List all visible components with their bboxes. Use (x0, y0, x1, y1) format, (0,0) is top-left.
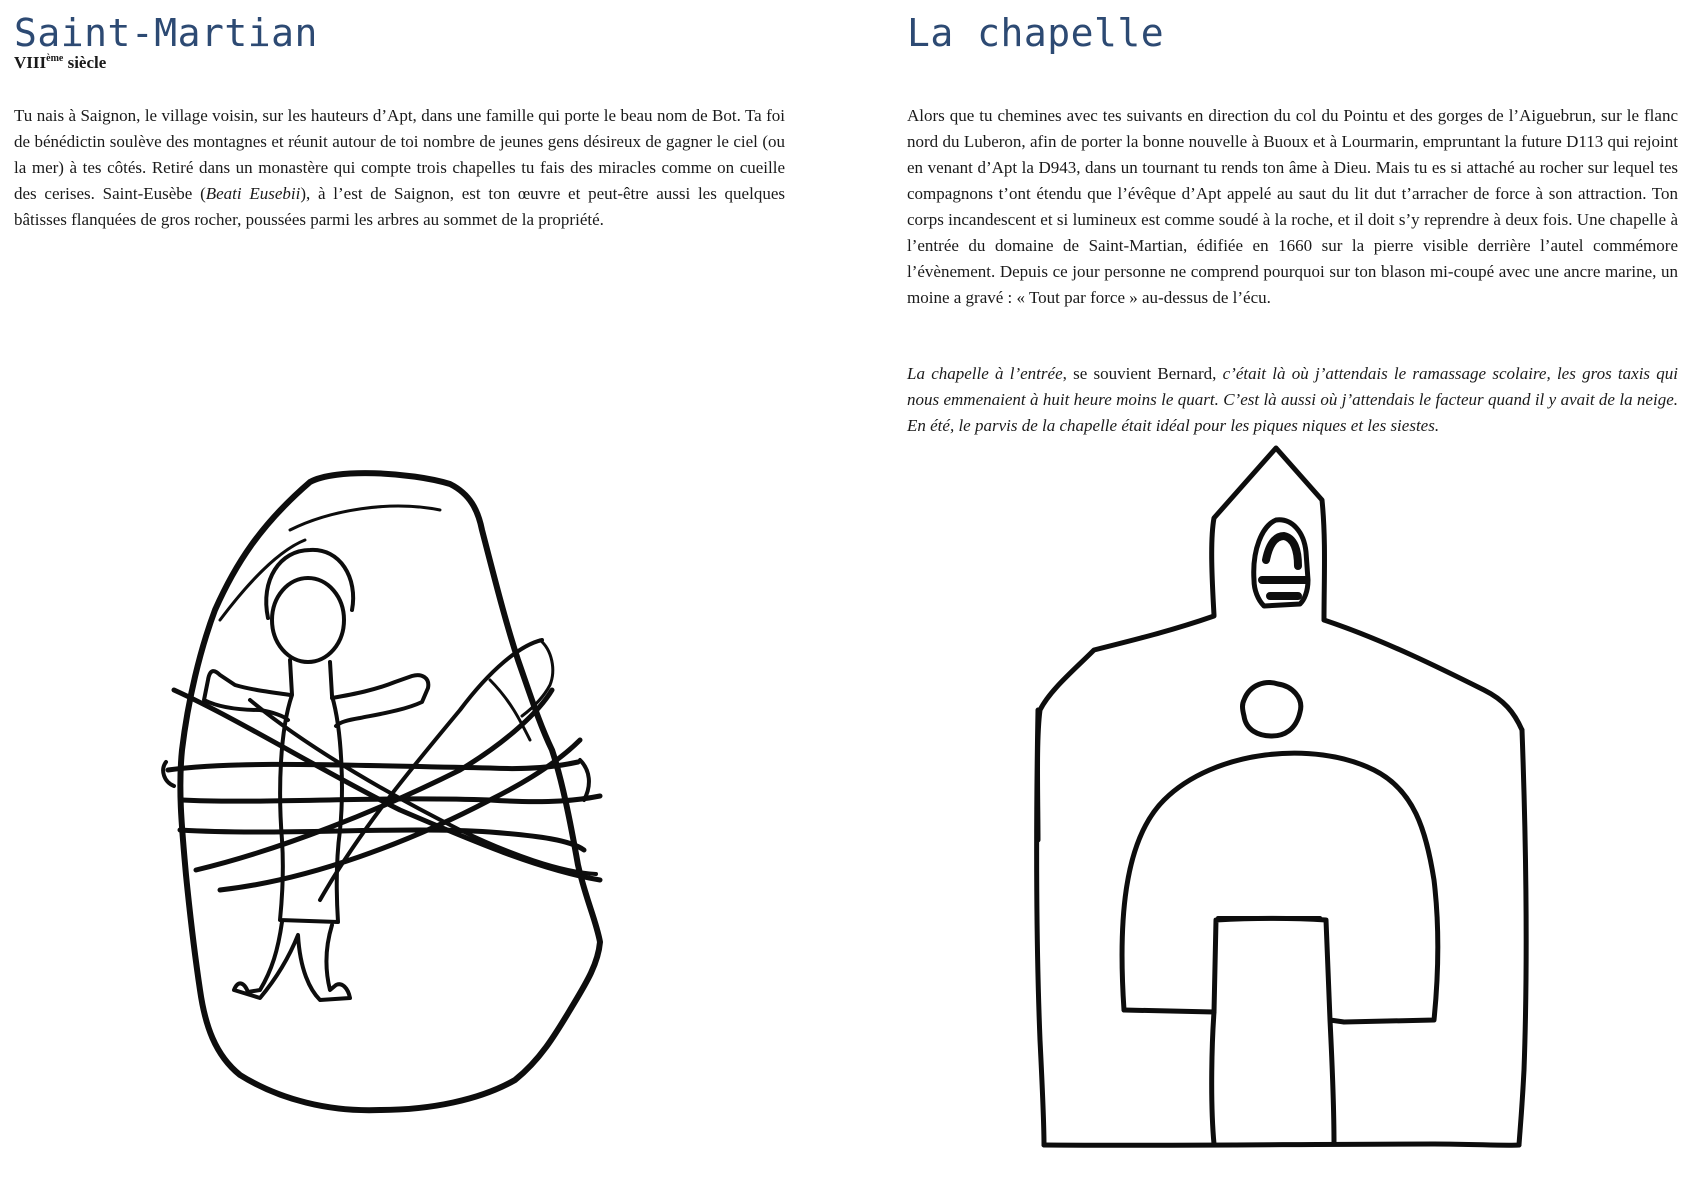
body-paragraph: Tu nais à Saignon, le village voisin, sur les hauteurs d’Apt, dans une famille qui porte le beau nom de Bot. Ta foi de bénédictin soulève des montagnes et réunit autour de toi nombre de jeunes gens désireux de gagner le ciel (ou la mer) à tes côtés. Retiré dans un monastère qui compte trois chapelles tu fais des miracles comme on cueille des cerises. Saint-Eusèbe (Beati Eusebii), à l’est de Saignon, est ton œuvre et peut-être aussi les quelques bâtisses flanquées de gros rocher, poussées parmi les arbres au sommet de la propriété. (14, 106, 785, 229)
saint-legs (234, 922, 350, 1000)
ground-line (1044, 1144, 1519, 1145)
right-wall (1519, 730, 1526, 1145)
right-page (844, 0, 1689, 1200)
saint-head (272, 578, 344, 662)
halo (266, 550, 353, 618)
latin-name: Beati Eusebii (205, 184, 301, 203)
century-word: siècle (63, 53, 107, 72)
chapel-roof (1038, 616, 1523, 840)
rope-1 (168, 762, 578, 770)
century-suffix: ème (46, 53, 64, 64)
oculus (1243, 683, 1301, 736)
body-paragraph: Alors que tu chemines avec tes suivants en direction du col du Pointu et des gorges de l’Aiguebrun, sur le flanc nord du Luberon, afin de porter la bonne nouvelle à Buoux et à Lourmarin, empruntant la future D113 qui rejoint en venant d’Apt la D943, dans un tournant tu rends ton âme à Dieu. Mais tu es si attaché au rocher sur lequel tes compagnons t’ont étendu que l’évêque d’Apt appelé au saut du lit dut t’arracher de force à son attraction. Ton corps incandescent et si lumineux est comme soudé à la roche, et il doit s’y reprendre à deux fois. Une chapelle à l’entrée du domaine de Saint-Martian, édifiée en 1660 sur la pierre visible derrière l’autel commémore l’évènement. Depuis ce jour personne ne comprend pourquoi sur ton blason mi-coupé avec une ancre marine, un moine a gravé : « Tout par force » au-dessus de l’écu. (907, 106, 1678, 307)
century-roman: VIII (14, 53, 47, 72)
arch-left-base (1124, 1010, 1214, 1012)
quote-paragraph: La chapelle à l’entrée, se souvient Bernard, c’était là où j’attendais le ramassage scolaire, les gros taxis qui nous emmenaient à huit heure moins le quart. C’est là aussi où j’attendais le facteur quand il y avait de la neige. En été, le parvis de la chapelle était idéal pour les piques niques et les siestes. (907, 364, 1678, 435)
subtitle-century (14, 54, 106, 71)
right-arm (332, 675, 428, 726)
left-wall (1037, 710, 1044, 1145)
chapel-drawing (1014, 440, 1634, 1180)
saint-on-rock-drawing (160, 470, 670, 1170)
left-page (0, 0, 844, 1200)
door (1212, 919, 1344, 1145)
page-title: La chapelle (907, 11, 1165, 55)
page-title: Saint-Martian (14, 11, 318, 55)
bell (1262, 536, 1306, 596)
arch-outline (1122, 753, 1438, 1022)
